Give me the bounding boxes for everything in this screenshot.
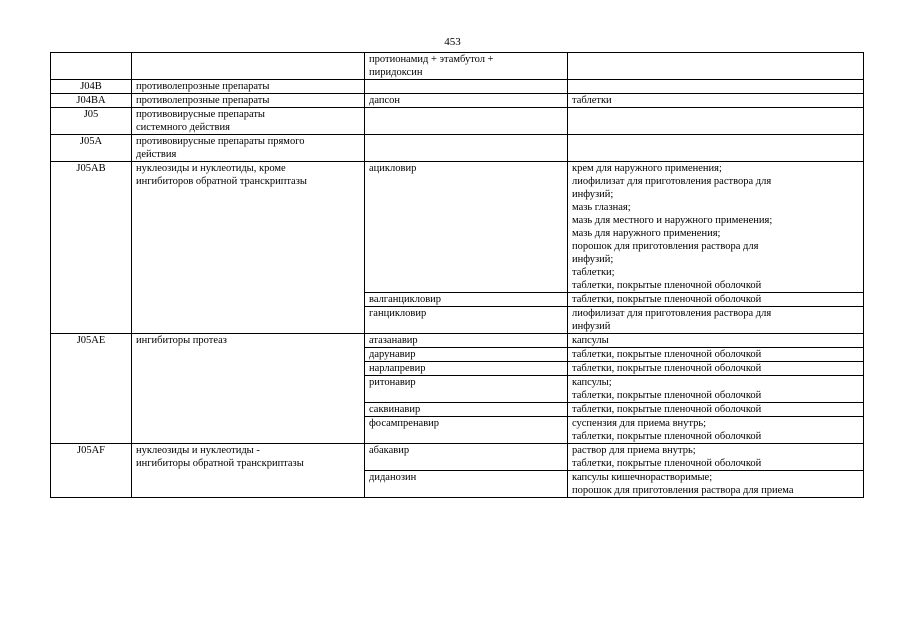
drug-name-line: диданозин <box>369 472 417 483</box>
dosage-forms-cell <box>568 376 864 403</box>
table-row <box>51 334 864 348</box>
group-name-line: нуклеозиды и нуклеотиды - <box>136 445 260 456</box>
drug-name-cell <box>365 80 568 94</box>
medicines-table <box>50 52 864 498</box>
table-row <box>51 94 864 108</box>
dosage-forms-cell <box>568 53 864 80</box>
dosage-forms-cell <box>568 108 864 135</box>
dosage-forms-cell <box>568 162 864 293</box>
drug-name-line: валганцикловир <box>369 294 442 305</box>
dosage-forms-cell <box>568 334 864 348</box>
dosage-forms-cell <box>568 293 864 307</box>
drug-name-cell <box>365 471 568 498</box>
drug-name-cell <box>365 162 568 293</box>
group-name-cell <box>132 94 365 108</box>
atc-code-cell: J05A <box>51 135 132 162</box>
group-name-line: противовирусные препараты прямого <box>136 136 305 147</box>
group-name-cell <box>132 108 365 135</box>
drug-name-line: абакавир <box>369 445 410 456</box>
dosage-forms-cell <box>568 307 864 334</box>
drug-name-cell <box>365 293 568 307</box>
drug-name-line: фосампренавир <box>369 418 440 429</box>
drug-name-line: ритонавир <box>369 377 416 388</box>
dosage-form-line: инфузий; <box>572 189 614 200</box>
drug-name-cell <box>365 135 568 162</box>
drug-name-cell <box>365 417 568 444</box>
drug-name-line: дапсон <box>369 95 401 106</box>
table-row <box>51 162 864 293</box>
dosage-forms-cell <box>568 403 864 417</box>
drug-name-cell <box>365 108 568 135</box>
dosage-form-line: мазь для наружного применения; <box>572 228 721 239</box>
dosage-form-line: таблетки, покрытые пленочной оболочкой <box>572 363 762 374</box>
group-name-cell <box>132 135 365 162</box>
dosage-form-line: таблетки, покрытые пленочной оболочкой <box>572 431 762 442</box>
dosage-form-line: крем для наружного применения; <box>572 163 722 174</box>
dosage-form-line: мазь глазная; <box>572 202 631 213</box>
group-name-line: противовирусные препараты <box>136 109 265 120</box>
drug-name-cell <box>365 376 568 403</box>
drug-name-cell <box>365 444 568 471</box>
drug-name-line: нарлапревир <box>369 363 426 374</box>
drug-name-line: ацикловир <box>369 163 417 174</box>
atc-code-cell: J05 <box>51 108 132 135</box>
table-body <box>51 53 864 498</box>
atc-code-cell: J05AE <box>51 334 132 444</box>
dosage-forms-cell <box>568 348 864 362</box>
dosage-forms-cell <box>568 80 864 94</box>
table-row <box>51 135 864 162</box>
dosage-form-line: таблетки, покрытые пленочной оболочкой <box>572 349 762 360</box>
drug-name-cell <box>365 403 568 417</box>
drug-name-cell <box>365 362 568 376</box>
table-row <box>51 444 864 471</box>
dosage-form-line: порошок для приготовления раствора для <box>572 241 759 252</box>
dosage-form-line: капсулы <box>572 335 609 346</box>
group-name-cell <box>132 334 365 444</box>
dosage-form-line: капсулы кишечнорастворимые; <box>572 472 713 483</box>
drug-name-line: саквинавир <box>369 404 421 415</box>
group-name-cell <box>132 444 365 498</box>
dosage-form-line: порошок для приготовления раствора для приема <box>572 485 794 496</box>
atc-code-cell <box>51 53 132 80</box>
dosage-form-line: таблетки, покрытые пленочной оболочкой <box>572 390 762 401</box>
drug-name-cell <box>365 53 568 80</box>
dosage-form-line: таблетки, покрытые пленочной оболочкой <box>572 458 762 469</box>
drug-name-cell <box>365 94 568 108</box>
dosage-form-line: таблетки, покрытые пленочной оболочкой <box>572 294 762 305</box>
drug-name-cell <box>365 334 568 348</box>
dosage-forms-cell <box>568 94 864 108</box>
dosage-form-line: инфузий <box>572 321 611 332</box>
group-name-cell <box>132 162 365 334</box>
drug-name-cell <box>365 348 568 362</box>
dosage-form-line: инфузий; <box>572 254 614 265</box>
drug-name-line: протионамид + этамбутол + <box>369 54 494 65</box>
group-name-line: противолепрозные препараты <box>136 81 270 92</box>
dosage-forms-cell <box>568 135 864 162</box>
dosage-form-line: таблетки, покрытые пленочной оболочкой <box>572 404 762 415</box>
dosage-form-line: таблетки <box>572 95 612 106</box>
group-name-line: ингибиторов обратной транскриптазы <box>136 176 307 187</box>
dosage-form-line: мазь для местного и наружного применения; <box>572 215 773 226</box>
dosage-form-line: суспензия для приема внутрь; <box>572 418 707 429</box>
atc-code-cell: J04B <box>51 80 132 94</box>
group-name-line: противолепрозные препараты <box>136 95 270 106</box>
drug-name-line: атазанавир <box>369 335 418 346</box>
group-name-line: ингибиторы обратной транскриптазы <box>136 458 304 469</box>
drug-name-line: ганцикловир <box>369 308 427 319</box>
dosage-form-line: раствор для приема внутрь; <box>572 445 696 456</box>
group-name-line: ингибиторы протеаз <box>136 335 227 346</box>
atc-code-cell: J05AB <box>51 162 132 334</box>
atc-code-cell: J05AF <box>51 444 132 498</box>
dosage-form-line: таблетки; <box>572 267 615 278</box>
dosage-form-line: капсулы; <box>572 377 612 388</box>
drug-name-cell <box>365 307 568 334</box>
group-name-cell <box>132 80 365 94</box>
drug-name-line: пиридоксин <box>369 67 423 78</box>
dosage-form-line: таблетки, покрытые пленочной оболочкой <box>572 280 762 291</box>
table-row <box>51 80 864 94</box>
table-row <box>51 53 864 80</box>
dosage-forms-cell <box>568 362 864 376</box>
group-name-line: действия <box>136 149 177 160</box>
dosage-forms-cell <box>568 417 864 444</box>
dosage-forms-cell <box>568 471 864 498</box>
atc-code-cell: J04BA <box>51 94 132 108</box>
page-number: 453 <box>444 36 461 48</box>
group-name-line: системного действия <box>136 122 230 133</box>
drug-name-line: дарунавир <box>369 349 416 360</box>
table-row <box>51 108 864 135</box>
group-name-cell <box>132 53 365 80</box>
dosage-forms-cell <box>568 444 864 471</box>
group-name-line: нуклеозиды и нуклеотиды, кроме <box>136 163 286 174</box>
dosage-form-line: лиофилизат для приготовления раствора для <box>572 308 772 319</box>
dosage-form-line: лиофилизат для приготовления раствора для <box>572 176 772 187</box>
